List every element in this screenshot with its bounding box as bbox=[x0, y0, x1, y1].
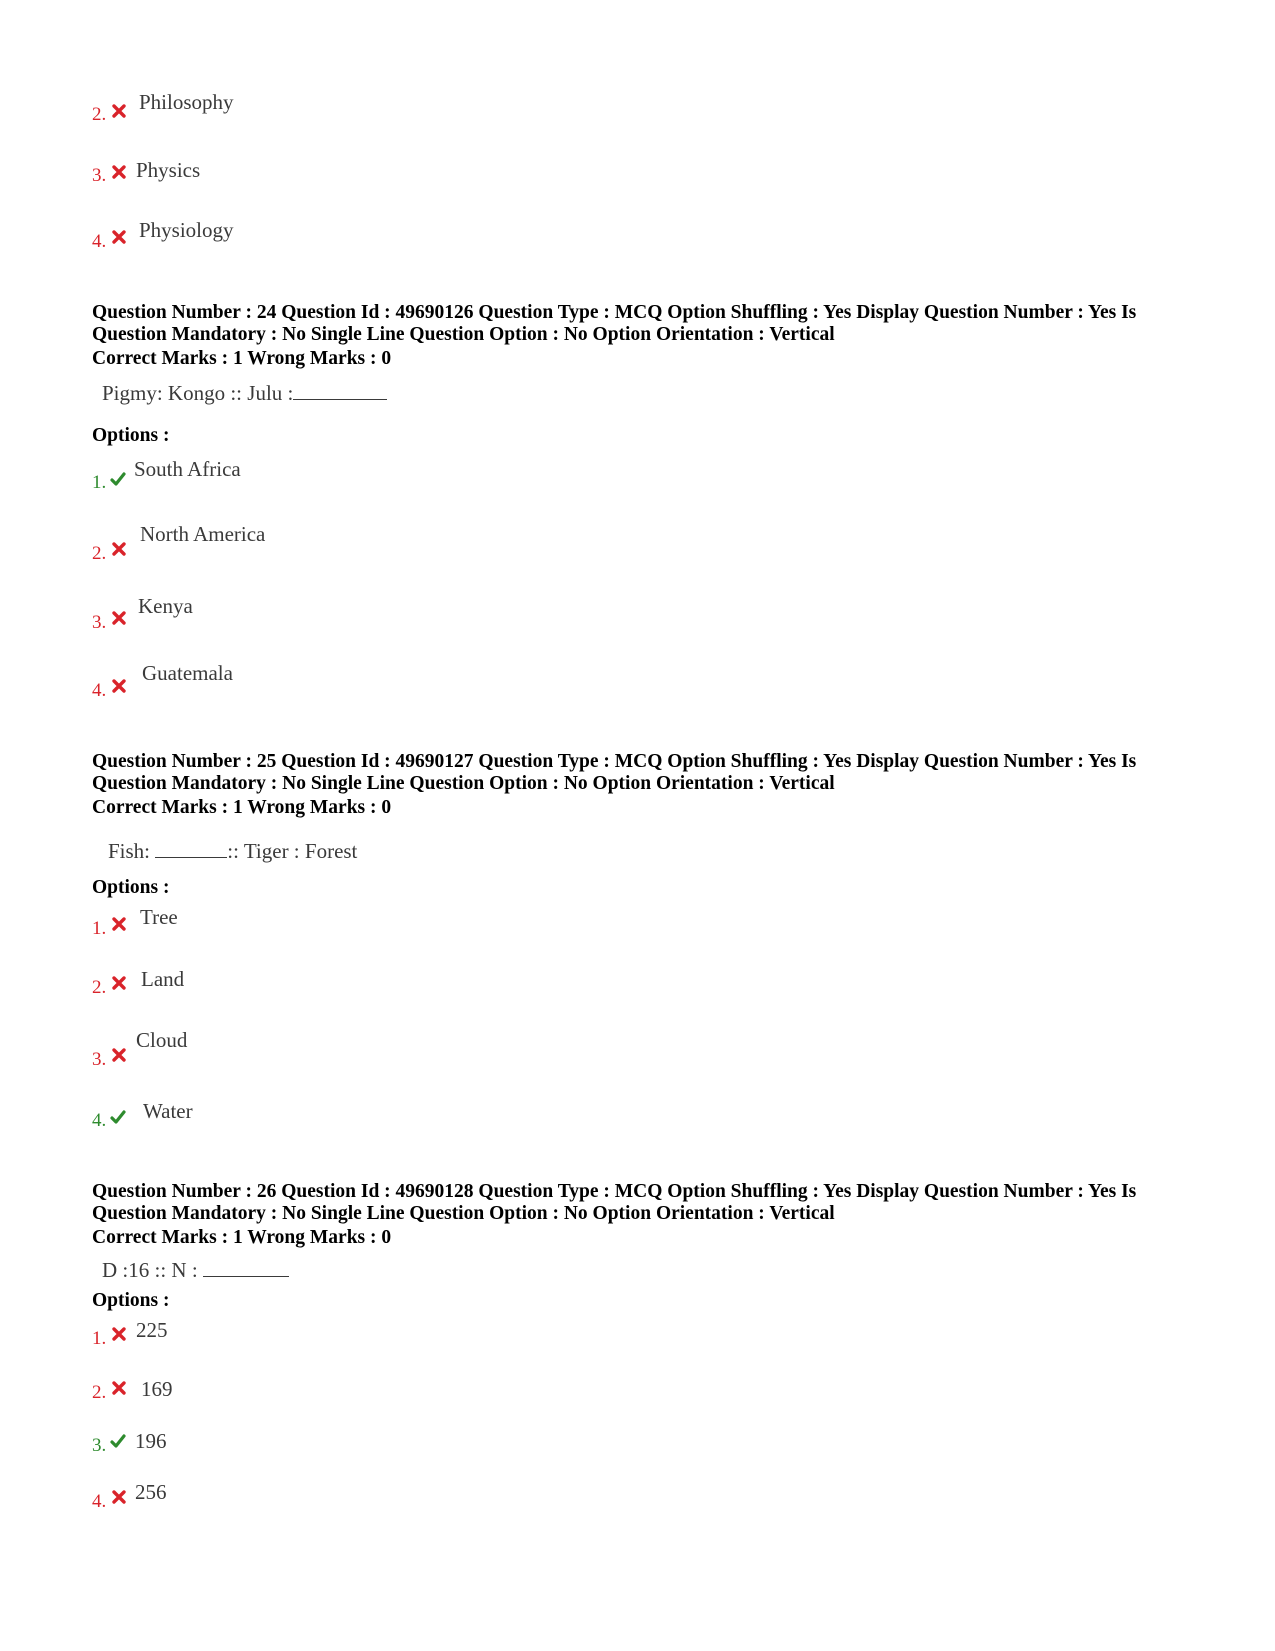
options-label: Options : bbox=[92, 425, 170, 446]
wrong-icon bbox=[111, 229, 127, 245]
question-text bbox=[102, 380, 387, 406]
option-text: Land bbox=[141, 967, 185, 991]
question-text bbox=[102, 1257, 289, 1283]
answer-blank bbox=[155, 839, 227, 858]
check-icon bbox=[110, 1433, 126, 1449]
option-text: Guatemala bbox=[142, 661, 233, 685]
question-text-part: D :16 :: N : bbox=[102, 1258, 203, 1282]
option-text: 196 bbox=[135, 1429, 167, 1453]
option-text: 256 bbox=[135, 1480, 167, 1504]
option-number: 1. bbox=[92, 1328, 107, 1349]
question-text-part: :: Tiger : Forest bbox=[227, 839, 358, 863]
option-number: 3. bbox=[92, 612, 107, 633]
wrong-icon bbox=[111, 164, 127, 180]
wrong-icon bbox=[111, 541, 127, 557]
option-text: 169 bbox=[141, 1377, 173, 1401]
option-number: 2. bbox=[92, 104, 107, 125]
option-text: 225 bbox=[136, 1318, 168, 1342]
question-header-line: Question Mandatory : No Single Line Question Option : No Option Orientation : Vertical bbox=[92, 1203, 835, 1224]
question-header-line: Question Mandatory : No Single Line Question Option : No Option Orientation : Vertical bbox=[92, 324, 835, 345]
option-text: Cloud bbox=[136, 1028, 188, 1052]
wrong-icon bbox=[111, 1047, 127, 1063]
answer-blank bbox=[203, 1258, 289, 1277]
option-text: Tree bbox=[140, 905, 178, 929]
option-number: 4. bbox=[92, 1110, 107, 1131]
option-text: Water bbox=[143, 1099, 193, 1123]
marks-line: Correct Marks : 1 Wrong Marks : 0 bbox=[92, 797, 392, 818]
check-icon bbox=[110, 471, 126, 487]
check-icon bbox=[110, 1109, 126, 1125]
marks-line: Correct Marks : 1 Wrong Marks : 0 bbox=[92, 348, 392, 369]
wrong-icon bbox=[111, 103, 127, 119]
option-number: 4. bbox=[92, 231, 107, 252]
options-label: Options : bbox=[92, 1290, 170, 1311]
wrong-icon bbox=[111, 916, 127, 932]
question-header-line: Question Number : 26 Question Id : 49690128 Question Type : MCQ Option Shuffling : Yes Display Question Number : Yes Is bbox=[92, 1181, 1137, 1202]
answer-blank bbox=[293, 381, 387, 400]
option-number: 2. bbox=[92, 1382, 107, 1403]
question-header-line: Question Number : 24 Question Id : 49690126 Question Type : MCQ Option Shuffling : Yes Display Question Number : Yes Is bbox=[92, 302, 1137, 323]
marks-line: Correct Marks : 1 Wrong Marks : 0 bbox=[92, 1227, 392, 1248]
option-number: 1. bbox=[92, 472, 107, 493]
question-text-part: Fish: bbox=[108, 839, 156, 863]
option-text: North America bbox=[140, 522, 266, 546]
option-number: 3. bbox=[92, 1435, 107, 1456]
option-number: 2. bbox=[92, 543, 107, 564]
wrong-icon bbox=[111, 1380, 127, 1396]
option-number: 1. bbox=[92, 918, 107, 939]
options-label: Options : bbox=[92, 877, 170, 898]
option-number: 3. bbox=[92, 165, 107, 186]
wrong-icon bbox=[111, 1326, 127, 1342]
question-header bbox=[92, 751, 1202, 795]
option-text: Physics bbox=[136, 158, 201, 182]
option-text: Physiology bbox=[139, 218, 234, 242]
option-number: 4. bbox=[92, 1491, 107, 1512]
option-text: Philosophy bbox=[139, 90, 234, 114]
wrong-icon bbox=[111, 610, 127, 626]
option-text: Kenya bbox=[138, 594, 193, 618]
question-header-line: Question Mandatory : No Single Line Question Option : No Option Orientation : Vertical bbox=[92, 773, 835, 794]
question-text bbox=[108, 838, 357, 864]
question-header bbox=[92, 302, 1202, 346]
question-header-line: Question Number : 25 Question Id : 49690127 Question Type : MCQ Option Shuffling : Yes Display Question Number : Yes Is bbox=[92, 751, 1137, 772]
wrong-icon bbox=[111, 975, 127, 991]
option-number: 4. bbox=[92, 680, 107, 701]
option-number: 3. bbox=[92, 1049, 107, 1070]
option-number: 2. bbox=[92, 977, 107, 998]
question-header bbox=[92, 1181, 1202, 1225]
wrong-icon bbox=[111, 678, 127, 694]
option-text: South Africa bbox=[134, 457, 241, 481]
wrong-icon bbox=[111, 1489, 127, 1505]
question-text-part: Pigmy: Kongo :: Julu : bbox=[102, 381, 294, 405]
